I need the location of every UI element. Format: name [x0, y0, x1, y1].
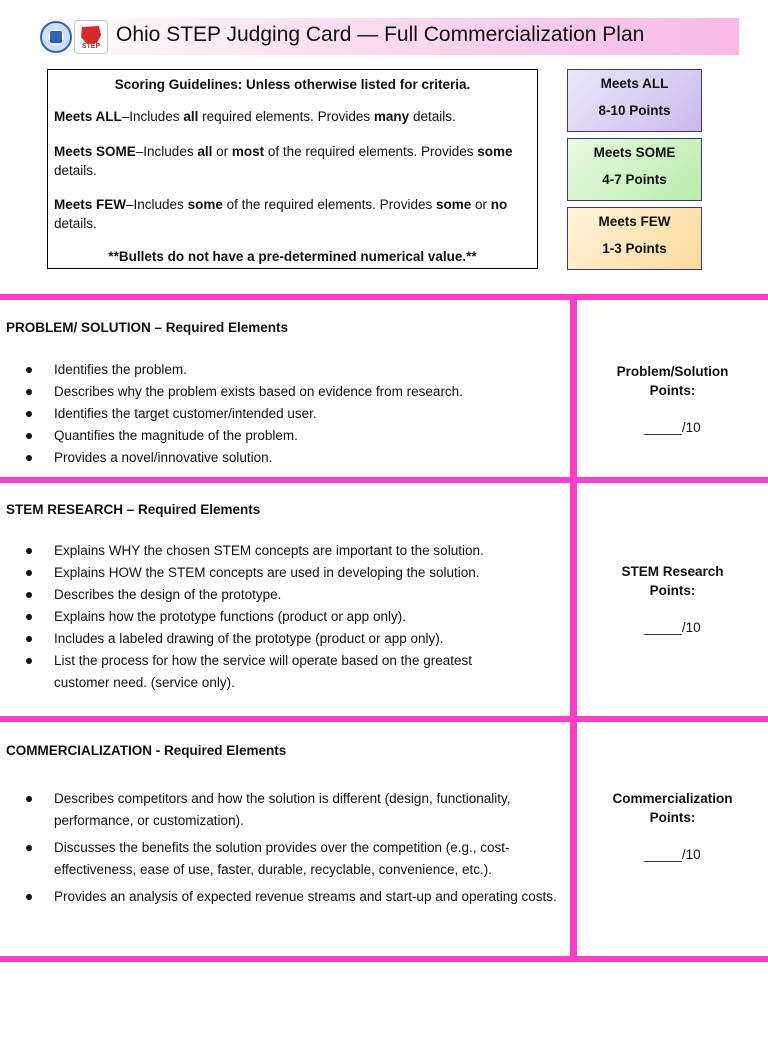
- points-entry-field[interactable]: _____/10: [644, 847, 701, 862]
- divider-top: [0, 294, 768, 300]
- section-heading-problem-solution: PROBLEM/ SOLUTION – Required Elements: [6, 320, 289, 335]
- list-item: Identifies the target customer/intended user.: [24, 403, 564, 425]
- meets-some-description: Meets SOME–Includes all or most of the required elements. Provides some details.: [54, 144, 513, 178]
- stem-research-bullets: [24, 540, 564, 694]
- divider-after-research: [0, 716, 768, 722]
- meets-few-description: Meets FEW–Includes some of the required elements. Provides some or no details.: [54, 197, 508, 231]
- divider-vertical: [570, 297, 577, 958]
- list-item: Describes the design of the prototype.: [24, 584, 564, 606]
- meets-all-description: Meets ALL–Includes all required elements. Provides many details.: [54, 109, 456, 124]
- section-heading-stem-research: STEM RESEARCH – Required Elements: [6, 502, 261, 517]
- list-item: Explains WHY the chosen STEM concepts are important to the solution.: [24, 540, 564, 562]
- list-item: Discusses the benefits the solution provides over the competition (e.g., cost-effectiveness, ease of use, faster, durable, recyclable, convenience, etc.).: [24, 837, 564, 881]
- commercialization-bullets: [24, 788, 564, 908]
- problem-solution-bullets: [24, 359, 564, 469]
- scoring-guidelines-box: [47, 69, 538, 269]
- bullets-note: **Bullets do not have a pre-determined numerical value.**: [108, 249, 477, 264]
- score-box-meets-few: Meets FEW 1-3 Points: [567, 207, 702, 270]
- list-item: Provides a novel/innovative solution.: [24, 447, 564, 469]
- list-item: Quantifies the magnitude of the problem.: [24, 425, 564, 447]
- list-item: Explains how the prototype functions (product or app only).: [24, 606, 564, 628]
- guidelines-title: Scoring Guidelines: Unless otherwise listed for criteria.: [114, 77, 471, 92]
- problem-solution-points: Problem/Solution Points: _____/10: [577, 362, 768, 435]
- section-heading-commercialization: COMMERCIALIZATION - Required Elements: [6, 743, 287, 758]
- divider-after-problem: [0, 477, 768, 483]
- stem-research-points: STEM Research Points: _____/10: [577, 562, 768, 635]
- points-entry-field[interactable]: _____/10: [644, 420, 701, 435]
- list-item: List the process for how the service will operate based on the greatest customer need. (service only).: [24, 650, 514, 694]
- list-item: Includes a labeled drawing of the prototype (product or app only).: [24, 628, 564, 650]
- list-item: Explains HOW the STEM concepts are used in developing the solution.: [24, 562, 564, 584]
- points-entry-field[interactable]: _____/10: [644, 620, 701, 635]
- list-item: Provides an analysis of expected revenue streams and start-up and operating costs.: [24, 886, 564, 908]
- score-box-meets-some: Meets SOME 4-7 Points: [567, 138, 702, 201]
- ohio-step-logo-icon: Ohio STEP: [74, 20, 108, 54]
- list-item: Identifies the problem.: [24, 359, 564, 381]
- page-title: Ohio STEP Judging Card — Full Commercialization Plan: [116, 23, 645, 46]
- commercialization-points: Commercialization Points: _____/10: [577, 789, 768, 862]
- list-item: Describes why the problem exists based on evidence from research.: [24, 381, 564, 403]
- list-item: Describes competitors and how the solution is different (design, functionality, performance, or customization).: [24, 788, 564, 832]
- divider-bottom: [0, 956, 768, 962]
- score-box-meets-all: Meets ALL 8-10 Points: [567, 69, 702, 132]
- ohio-seal-logo-icon: [40, 21, 72, 53]
